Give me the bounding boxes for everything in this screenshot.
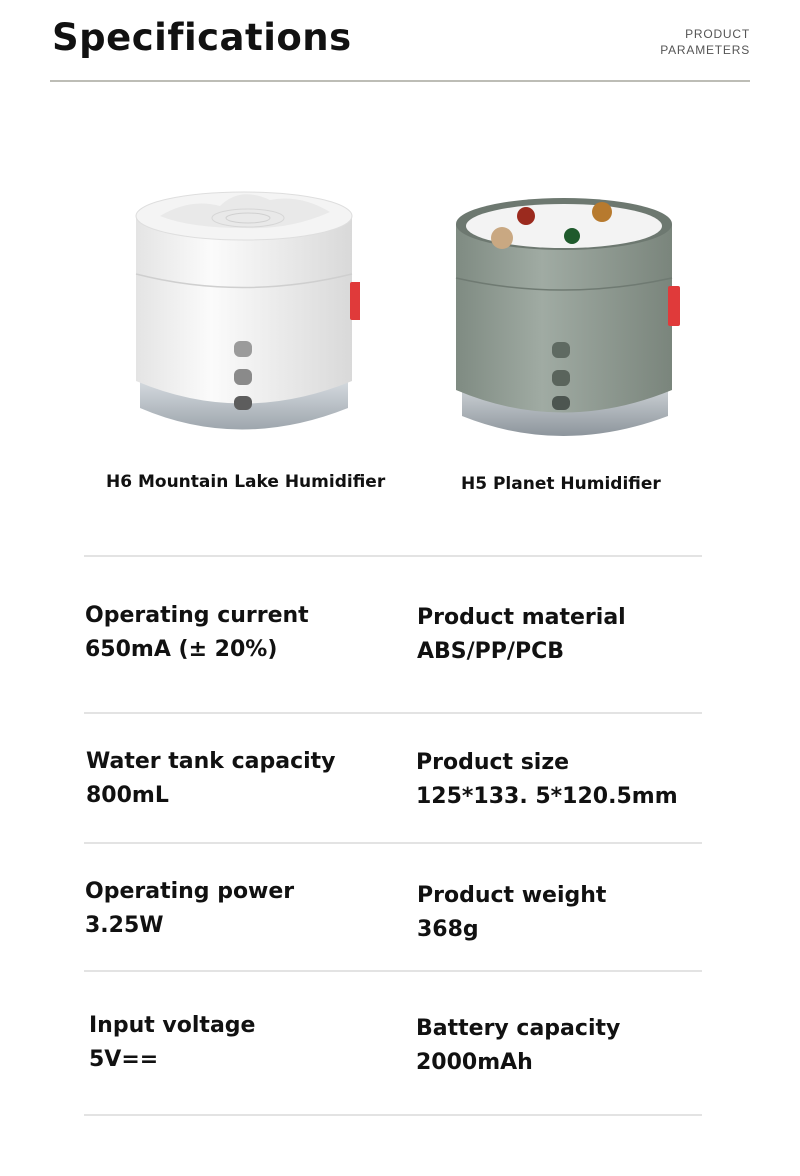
spec-label: Battery capacity [416,1016,621,1041]
subtitle-line-1: PRODUCT [685,27,750,41]
spec-product-size [416,746,716,814]
spec-value: 2000mAh [416,1050,533,1075]
spec-operating-power [85,875,385,943]
product-image-h6 [130,176,360,446]
spec-value: 800mL [86,783,169,808]
spec-label: Product weight [417,883,607,908]
page-subtitle [660,26,750,58]
divider [84,1114,702,1116]
divider [84,555,702,557]
spec-input-voltage [89,1009,389,1077]
product-image-h5 [452,190,682,450]
spec-value: ABS/PP/PCB [417,639,564,664]
spec-label: Product material [417,605,626,630]
spec-product-material [417,601,717,669]
spec-label: Operating current [85,603,309,628]
spec-water-tank-capacity [86,745,386,813]
product-name-h5: H5 Planet Humidifier [461,474,661,494]
divider [84,842,702,844]
green-humidifier-icon [452,190,682,450]
spec-product-weight [417,879,717,947]
spec-value: 125*133. 5*120.5mm [416,784,678,809]
white-humidifier-icon [130,176,360,446]
header-divider [50,80,750,82]
product-name-h6: H6 Mountain Lake Humidifier [106,472,386,492]
spec-label: Water tank capacity [86,749,336,774]
spec-value: 3.25W [85,913,164,938]
spec-label: Product size [416,750,570,775]
subtitle-line-2: PARAMETERS [660,43,750,57]
page-title: Specifications [52,16,352,59]
spec-value: 5V== [89,1047,159,1072]
divider [84,970,702,972]
spec-battery-capacity [416,1012,716,1080]
spec-value: 368g [417,917,479,942]
spec-label: Input voltage [89,1013,256,1038]
spec-value: 650mA (± 20%) [85,637,278,662]
spec-operating-current [85,599,385,667]
divider [84,712,702,714]
spec-label: Operating power [85,879,295,904]
